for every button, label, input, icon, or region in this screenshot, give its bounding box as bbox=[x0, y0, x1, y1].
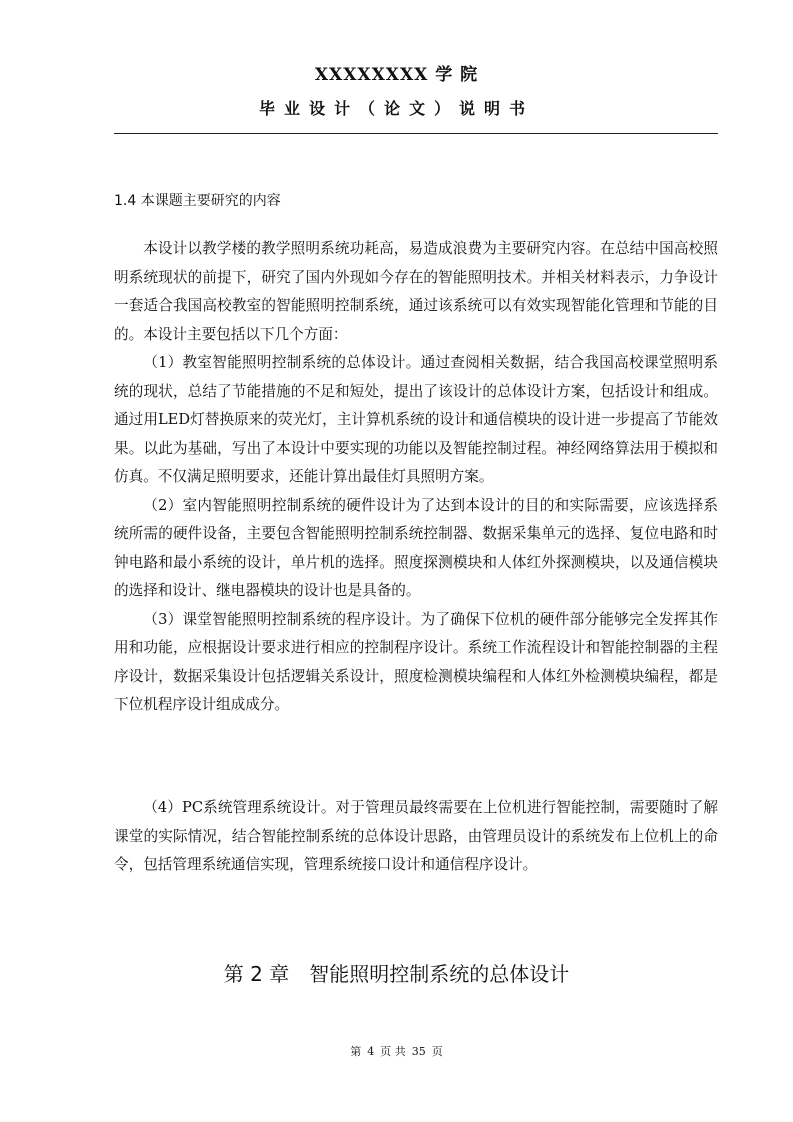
footer-suffix: 页 bbox=[431, 1045, 443, 1058]
paragraph-item-2: （2）室内智能照明控制系统的硬件设计为了达到本设计的目的和实际需要，应该选择系统所需的硬件设备，主要包含智能照明控制系统控制器、数据采集单元的选择、复位电路和时钟电路和最小系统的设计，单片机的选择。照度探测模块和人体红外探测模块，以及通信模块的选择和设计、继电器模块的设计也是具备的。 bbox=[114, 496, 718, 599]
chapter-number: 第 2 章 bbox=[223, 962, 290, 986]
body-text-lower bbox=[114, 794, 718, 880]
footer-middle: 页 共 bbox=[380, 1045, 406, 1058]
page-footer bbox=[0, 1043, 793, 1059]
paragraph-item-1: （1）教室智能照明控制系统的总体设计。通过查阅相关数据，结合我国高校课堂照明系统的现状，总结了节能措施的不足和短处，提出了该设计的总体设计方案，包括设计和组成。通过用LED灯替换原来的荧光灯，主计算机系统的设计和通信模块的设计进一步提高了节能效果。以此为基础，写出了本设计中要实现的功能以及智能控制过程。神经网络算法用于模拟和仿真。不仅满足照明要求，还能计算出最佳灯具照明方案。 bbox=[114, 354, 718, 485]
footer-prefix: 第 bbox=[350, 1045, 362, 1058]
school-name: XXXXXXXX 学 院 bbox=[314, 65, 479, 85]
paragraph-item-3: （3）课堂智能照明控制系统的程序设计。为了确保下位机的硬件部分能够完全发挥其作用和功能，应根据设计要求进行相应的控制程序设计。系统工作流程设计和智能控制器的主程序设计，数据采集设计包括逻辑关系设计，照度检测模块编程和人体红外检测模块编程，都是下位机程序设计组成成分。 bbox=[114, 610, 718, 713]
page-number: 4 bbox=[367, 1045, 375, 1058]
document-type-title: 毕业设计（论文）说明书 bbox=[258, 99, 534, 118]
total-pages: 35 bbox=[411, 1045, 426, 1058]
body-text-upper bbox=[114, 235, 718, 720]
paragraph-intro: 本设计以教学楼的教学照明系统功耗高，易造成浪费为主要研究内容。在总结中国高校照明系统现状的前提下，研究了国内外现如今存在的智能照明技术。并相关材料表示，力争设计一套适合我国高校教室的智能照明控制系统，通过该系统可以有效实现智能化管理和节能的目的。本设计主要包括以下几个方面： bbox=[114, 240, 718, 343]
section-heading: 1.4 本课题主要研究的内容 bbox=[114, 193, 281, 209]
paragraph-item-4: （4）PC系统管理系统设计。对于管理员最终需要在上位机进行智能控制，需要随时了解课堂的实际情况，结合智能控制系统的总体设计思路，由管理员设计的系统发布上位机上的命令，包括管理系统通信实现，管理系统接口设计和通信程序设计。 bbox=[114, 799, 718, 873]
chapter-title bbox=[0, 958, 793, 987]
header-divider bbox=[114, 133, 718, 134]
chapter-name: 智能照明控制系统的总体设计 bbox=[309, 962, 570, 986]
